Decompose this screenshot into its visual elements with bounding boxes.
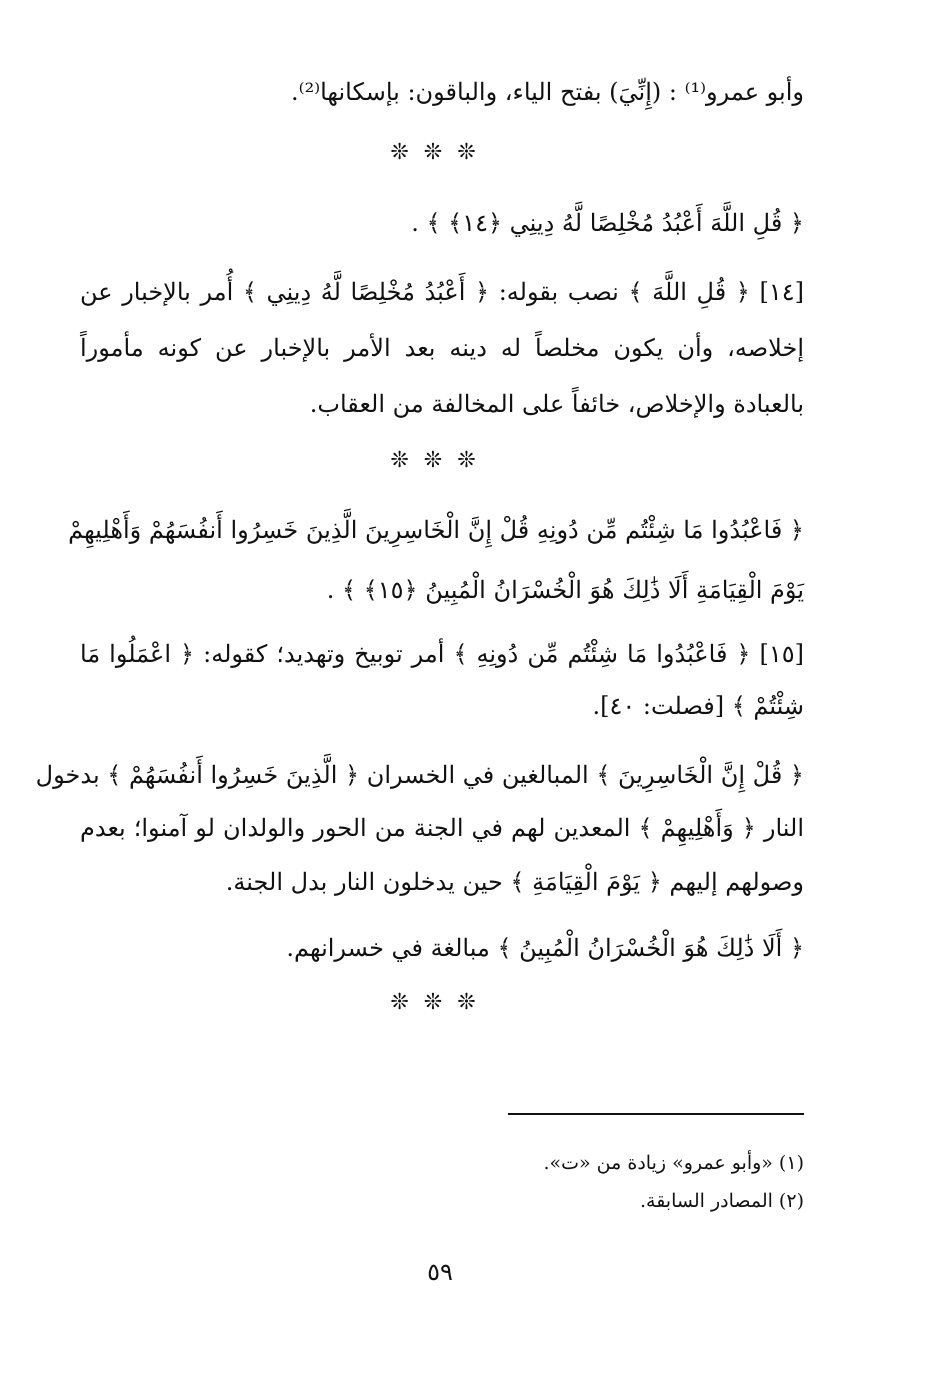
footnote-2: (٢) المصادر السابقة. bbox=[639, 1190, 804, 1212]
commentary-14-line-1: [١٤] ﴿ قُلِ اللَّهَ ﴾ نصب بقوله: ﴿ أَعْبُدُ مُخْلِصًا لَّهُ دِينِي ﴾ أُمر بالإخبار عن bbox=[80, 278, 804, 306]
commentary-15c-line-1: ﴿ أَلَا ذَٰلِكَ هُوَ الْخُسْرَانُ الْمُبِينُ ﴾ مبالغة في خسرانهم. bbox=[286, 934, 804, 962]
footnote-1: (١) «وأبو عمرو» زيادة من «ت». bbox=[543, 1152, 804, 1174]
footnote-divider bbox=[508, 1113, 804, 1115]
verse-15-line-2: يَوْمَ الْقِيَامَةِ أَلَا ذَٰلِكَ هُوَ الْخُسْرَانُ الْمُبِينُ ﴿١٥﴾ ﴾ . bbox=[326, 576, 804, 604]
commentary-15b-line-1: ﴿ قُلْ إِنَّ الْخَاسِرِينَ ﴾ المبالغين في الخسران ﴿ الَّذِينَ خَسِرُوا أَنفُسَهُمْ ﴾ بدخول bbox=[35, 761, 804, 789]
commentary-15-line-2: شِئْتُمْ ﴾ [فصلت: ٤٠]. bbox=[592, 692, 804, 720]
page-number: ٥٩ bbox=[427, 1258, 453, 1286]
verse-14: ﴿ قُلِ اللَّهَ أَعْبُدُ مُخْلِصًا لَّهُ دِينِي ﴿١٤﴾ ﴾ . bbox=[411, 209, 804, 237]
commentary-15b-line-3: وصولهم إليهم ﴿ يَوْمَ الْقِيَامَةِ ﴾ حين يدخلون النار بدل الجنة. bbox=[225, 868, 804, 896]
commentary-15b-line-2: النار ﴿ وَأَهْلِيهِمْ ﴾ المعدين لهم في الجنة من الحور والولدان لو آمنوا؛ بعدم bbox=[80, 814, 805, 842]
section-separator-1: ❊ ❊ ❊ bbox=[390, 140, 480, 165]
verse-15-line-1: ﴿ فَاعْبُدُوا مَا شِئْتُم مِّن دُونِهِ قُلْ إِنَّ الْخَاسِرِينَ الَّذِينَ خَسِرُوا أَنفُسَهُمْ وَأَهْلِيهِمْ bbox=[68, 516, 804, 544]
commentary-14-line-3: بالعبادة والإخلاص، خائفاً على المخالفة من العقاب. bbox=[309, 390, 804, 418]
section-separator-2: ❊ ❊ ❊ bbox=[390, 448, 480, 473]
commentary-15-line-1: [١٥] ﴿ فَاعْبُدُوا مَا شِئْتُم مِّن دُونِهِ ﴾ أمر توبيخ وتهديد؛ كقوله: ﴿ اعْمَلُوا مَا bbox=[80, 640, 804, 668]
commentary-14-line-2: إخلاصه، وأن يكون مخلصاً له دينه بعد الأمر بالإخبار عن كونه مأموراً bbox=[80, 334, 804, 362]
text-line-1: وأبو عمرو⁽¹⁾ : (إِنِّيَ) بفتح الياء، والباقون: بإسكانها⁽²⁾. bbox=[291, 78, 804, 106]
section-separator-3: ❊ ❊ ❊ bbox=[390, 990, 480, 1015]
